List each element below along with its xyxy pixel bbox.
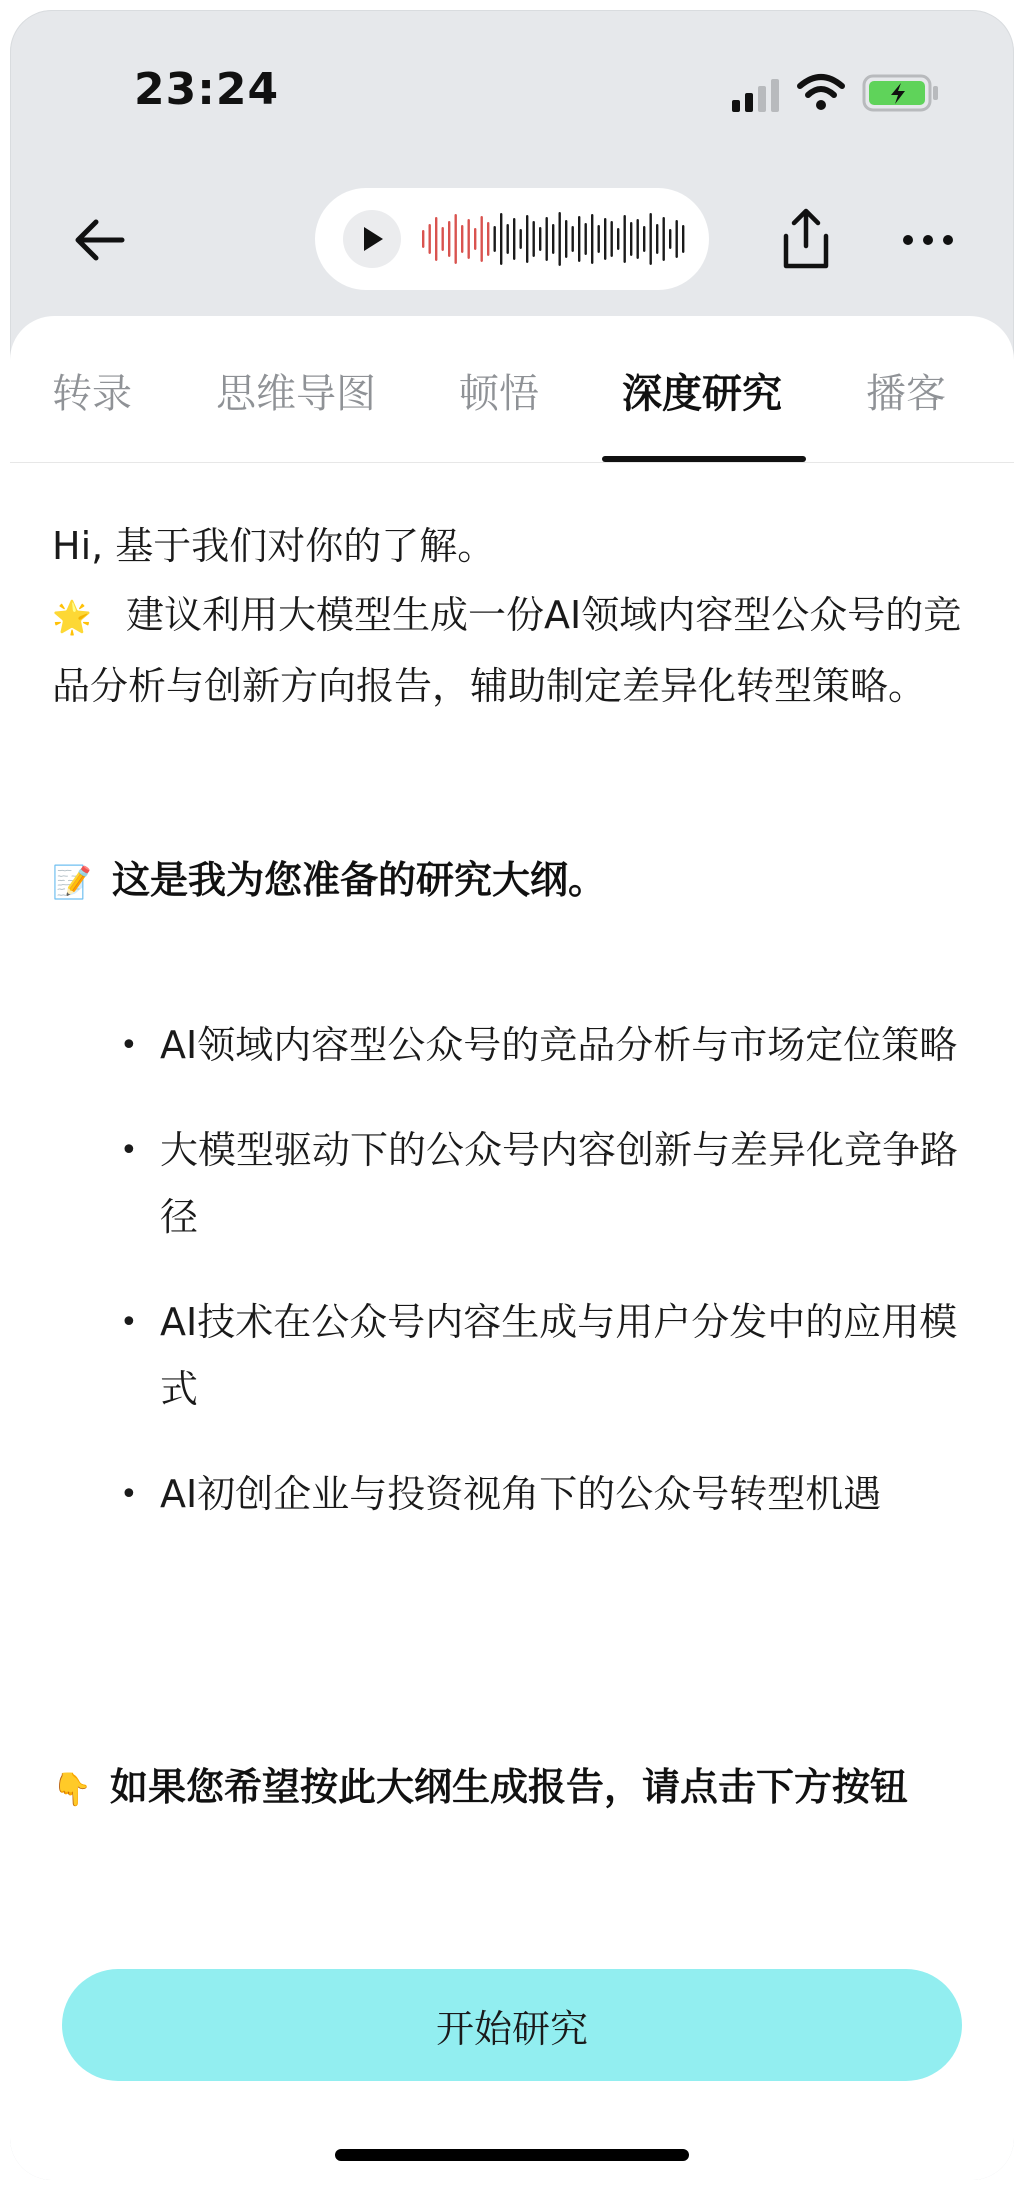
- waveform-bar: [474, 228, 476, 250]
- waveform-bar: [676, 220, 678, 258]
- tab-mindmap[interactable]: 思维导图: [216, 371, 376, 417]
- tab-bar: [10, 316, 1014, 463]
- back-arrow-icon[interactable]: [68, 208, 132, 272]
- content-panel: [10, 316, 1014, 2180]
- waveform-bar: [591, 214, 593, 264]
- outline-heading: [52, 849, 606, 904]
- star-icon: 🌟: [52, 598, 92, 636]
- waveform-bar: [565, 220, 567, 258]
- memo-icon: 📝: [52, 863, 92, 901]
- waveform-bar: [481, 216, 483, 262]
- outline-list: [120, 1012, 980, 1566]
- list-item: • 大模型驱动下的公众号内容创新与差异化竞争路径: [120, 1117, 980, 1251]
- waveform-bar: [513, 218, 515, 260]
- greeting: Hi, 基于我们对你的了解。: [52, 524, 496, 568]
- battery-charging-icon: [862, 74, 942, 112]
- waveform-bar: [682, 225, 684, 253]
- waveform-bar: [572, 226, 574, 252]
- waveform-bar: [539, 227, 541, 251]
- waveform-bar: [598, 225, 600, 253]
- pointing-down-icon: 👇: [52, 1770, 92, 1808]
- waveform-bar: [624, 215, 626, 263]
- waveform-bar: [546, 217, 548, 261]
- waveform-bar: [494, 226, 496, 252]
- waveform-bar: [533, 221, 535, 257]
- outline-title: 这是我为您准备的研究大纲。: [112, 858, 607, 902]
- more-icon[interactable]: [896, 220, 960, 260]
- waveform-bar: [526, 215, 528, 263]
- home-indicator: [335, 2149, 689, 2161]
- waveform-bar: [435, 217, 437, 261]
- share-icon[interactable]: [774, 206, 838, 272]
- waveform-bar: [552, 224, 554, 254]
- status-bar: [10, 10, 1014, 170]
- wifi-icon: [796, 72, 846, 112]
- tab-podcast[interactable]: 播客: [866, 371, 946, 417]
- tab-insight[interactable]: 顿悟: [459, 371, 539, 417]
- active-tab-indicator: [602, 456, 806, 462]
- waveform-bar: [429, 224, 431, 254]
- cta-hint: [52, 1756, 908, 1811]
- waveform-bar: [422, 230, 424, 248]
- audio-waveform[interactable]: [420, 210, 690, 268]
- waveform-bar: [643, 226, 645, 252]
- waveform-bar: [487, 222, 489, 256]
- waveform-bar: [650, 213, 652, 265]
- phone-screen: [10, 10, 1014, 2180]
- tab-transcript[interactable]: 转录: [52, 371, 132, 417]
- waveform-bar: [617, 228, 619, 250]
- waveform-bar: [578, 216, 580, 262]
- waveform-bar: [611, 221, 613, 257]
- cta-hint-text: 如果您希望按此大纲生成报告，请点击下方按钮: [110, 1765, 909, 1809]
- waveform-bar: [461, 225, 463, 253]
- play-icon: [361, 225, 385, 253]
- waveform-bar: [507, 224, 509, 254]
- waveform-bar: [669, 229, 671, 249]
- waveform-bar: [585, 223, 587, 255]
- audio-player: [315, 188, 709, 290]
- list-item: • AI技术在公众号内容生成与用户分发中的应用模式: [120, 1289, 980, 1423]
- waveform-bar: [656, 224, 658, 254]
- cellular-signal-icon: [730, 78, 780, 112]
- status-time: 23:24: [134, 64, 280, 115]
- list-item: • AI初创企业与投资视角下的公众号转型机遇: [120, 1461, 980, 1528]
- waveform-bar: [520, 229, 522, 249]
- play-button[interactable]: [343, 210, 401, 268]
- suggestion-text: 建议利用大模型生成一份AI领域内容型公众号的竞品分析与创新方向报告，辅助制定差异化转型策略。: [52, 593, 962, 708]
- waveform-bar: [468, 219, 470, 259]
- waveform-bar: [630, 222, 632, 256]
- waveform-bar: [500, 213, 502, 265]
- suggestion: [52, 581, 972, 721]
- list-item: • AI领域内容型公众号的竞品分析与市场定位策略: [120, 1012, 980, 1079]
- start-research-button[interactable]: 开始研究: [62, 1969, 962, 2081]
- waveform-bar: [559, 212, 561, 266]
- waveform-bar: [442, 227, 444, 251]
- waveform-bar: [663, 217, 665, 261]
- waveform-bar: [455, 214, 457, 264]
- intro-text: [52, 512, 972, 721]
- waveform-bar: [637, 219, 639, 259]
- waveform-bar: [604, 218, 606, 260]
- tab-deep-research[interactable]: 深度研究: [622, 371, 782, 417]
- waveform-bar: [448, 221, 450, 257]
